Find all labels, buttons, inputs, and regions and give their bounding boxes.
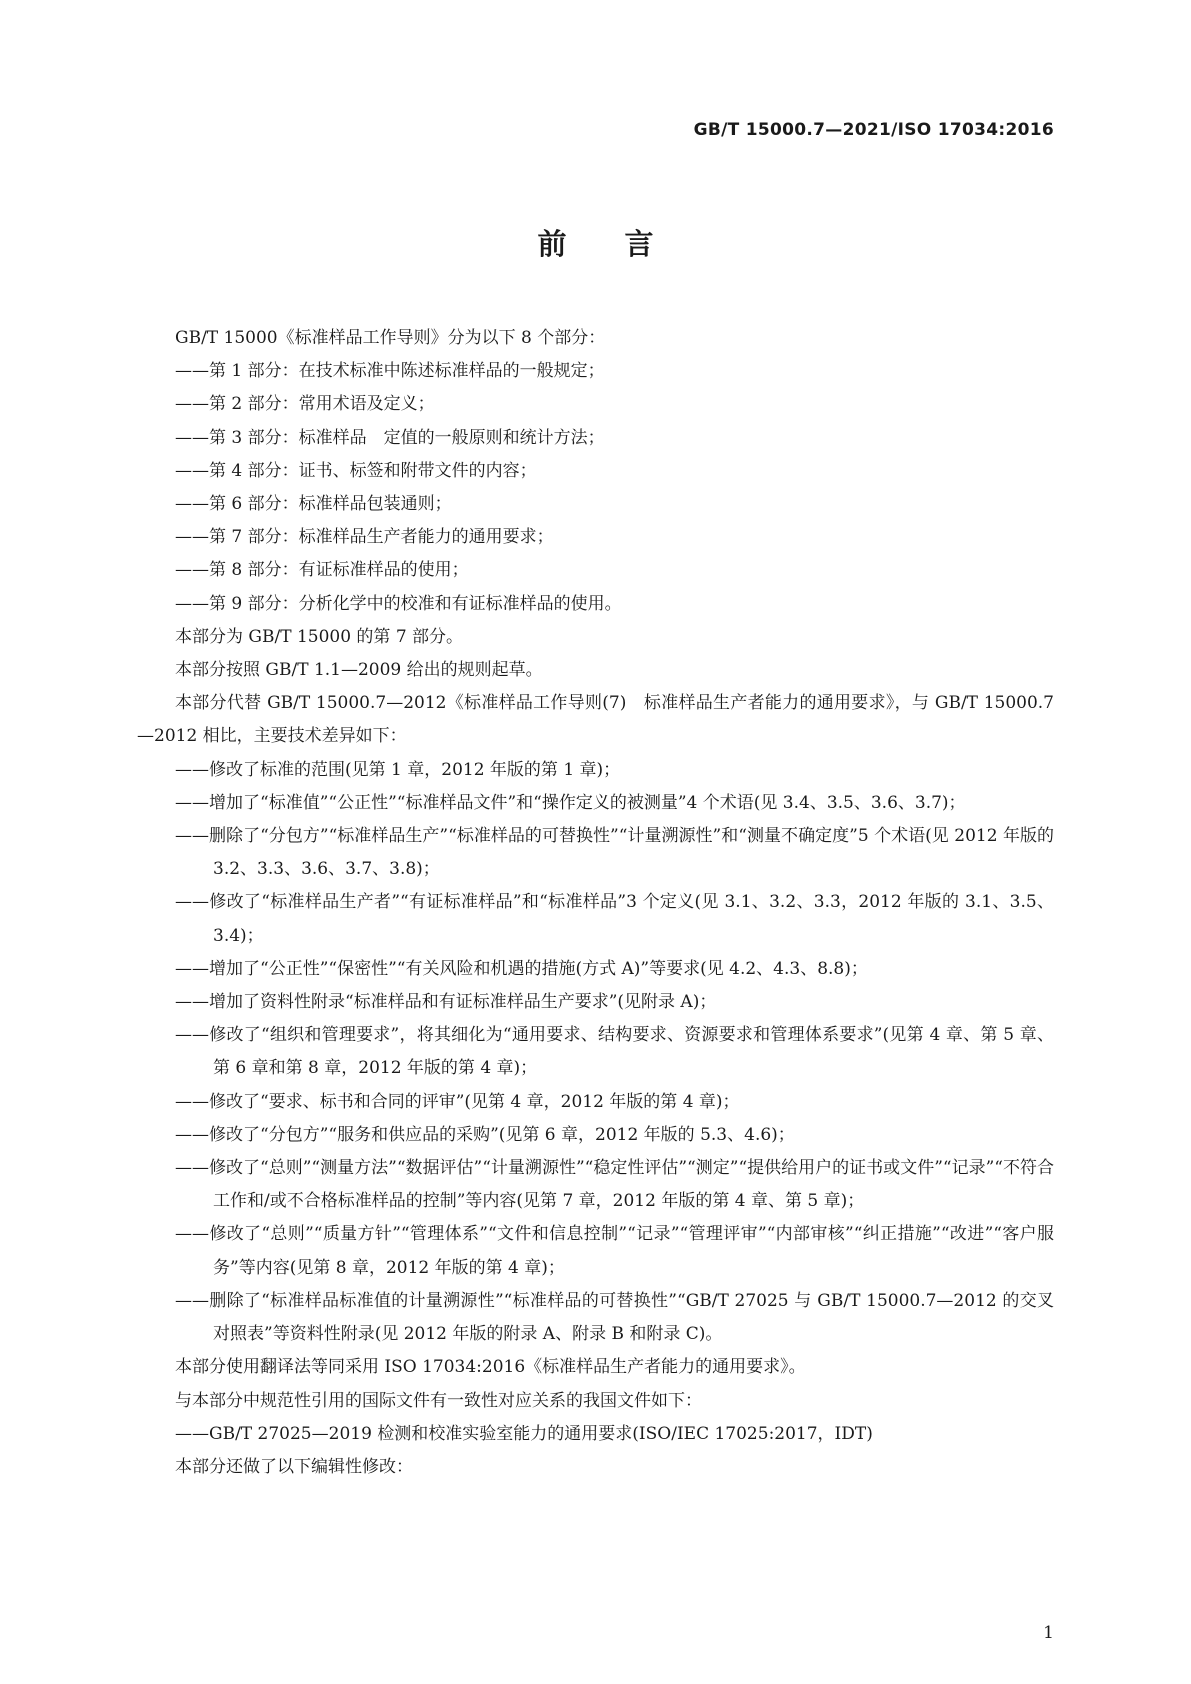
document-body	[137, 322, 1054, 1484]
page-number: 1	[1043, 1623, 1054, 1643]
paragraph: 与本部分中规范性引用的国际文件有一致性对应关系的我国文件如下：	[175, 1390, 702, 1411]
list-item: ——增加了资料性附录“标准样品和有证标准样品生产要求”(见附录 A)；	[175, 992, 717, 1013]
list-item: ——第 6 部分：标准样品包装通则；	[175, 494, 452, 515]
list-item: ——修改了“要求、标书和合同的评审”(见第 4 章，2012 年版的第 4 章)；	[175, 1091, 740, 1112]
list-item: ——第 8 部分：有证标准样品的使用；	[175, 560, 469, 581]
list-item: ——修改了“组织和管理要求”，将其细化为“通用要求、结构要求、资源要求和管理体系要求”(见第 4 章、第 5 章、第 6 章和第 8 章，2012 年版的第 4 章)；	[175, 1025, 1054, 1079]
paragraph: GB/T 15000《标准样品工作导则》分为以下 8 个部分：	[175, 328, 606, 348]
paragraph: 本部分为 GB/T 15000 的第 7 部分。	[175, 626, 464, 647]
standard-code-header: GB/T 15000.7—2021/ISO 17034:2016	[693, 120, 1054, 140]
list-item: ——修改了“总则”“质量方针”“管理体系”“文件和信息控制”“记录”“管理评审”“内部审核”“纠正措施”“改进”“客户服务”等内容(见第 8 章，2012 年版的第 4 章)；	[175, 1224, 1054, 1278]
paragraph: 本部分按照 GB/T 1.1—2009 给出的规则起草。	[175, 660, 543, 681]
list-item: ——第 1 部分：在技术标准中陈述标准样品的一般规定；	[175, 361, 605, 382]
list-item: ——修改了“标准样品生产者”“有证标准样品”和“标准样品”3 个定义(见 3.1、3.2、3.3，2012 年版的 3.1、3.5、3.4)；	[175, 892, 1054, 946]
paragraph: 本部分代替 GB/T 15000.7—2012《标准样品工作导则(7) 标准样品生产者能力的通用要求》，与 GB/T 15000.7—2012 相比，主要技术差异如下：	[137, 693, 1054, 747]
list-item: ——删除了“标准样品标准值的计量溯源性”“标准样品的可替换性”“GB/T 27025 与 GB/T 15000.7—2012 的交叉对照表”等资料性附录(见 2012 年版的附录 A、附录 B 和附录 C)。	[175, 1290, 1054, 1345]
list-item: ——修改了“分包方”“服务和供应品的采购”(见第 6 章，2012 年版的 5.3、4.6)；	[175, 1124, 795, 1145]
paragraph: 本部分还做了以下编辑性修改：	[175, 1456, 413, 1477]
list-item: ——第 3 部分：标准样品 定值的一般原则和统计方法；	[175, 427, 605, 448]
list-item: ——增加了“标准值”“公正性”“标准样品文件”和“操作定义的被测量”4 个术语(见 3.4、3.5、3.6、3.7)；	[175, 792, 966, 813]
list-item: ——第 2 部分：常用术语及定义；	[175, 394, 435, 415]
page-title: 前 言	[537, 227, 654, 261]
list-item: ——修改了“总则”“测量方法”“数据评估”“计量溯源性”“稳定性评估”“测定”“提供给用户的证书或文件”“记录”“不符合工作和/或不合格标准样品的控制”等内容(见第 7 章，2012 年版的第 4 章、第 5 章)；	[175, 1158, 1054, 1212]
list-item: ——第 9 部分：分析化学中的校准和有证标准样品的使用。	[175, 593, 622, 614]
list-item: ——修改了标准的范围(见第 1 章，2012 年版的第 1 章)；	[175, 759, 621, 780]
list-item: ——增加了“公正性”“保密性”“有关风险和机遇的措施(方式 A)”等要求(见 4.2、4.3、8.8)；	[175, 958, 868, 979]
list-item: ——第 4 部分：证书、标签和附带文件的内容；	[175, 460, 537, 481]
list-item: ——GB/T 27025—2019 检测和校准实验室能力的通用要求(ISO/IEC 17025:2017，IDT)	[175, 1423, 873, 1444]
list-item: ——第 7 部分：标准样品生产者能力的通用要求；	[175, 527, 554, 548]
paragraph: 本部分使用翻译法等同采用 ISO 17034:2016《标准样品生产者能力的通用要求》。	[175, 1357, 806, 1378]
list-item: ——删除了“分包方”“标准样品生产”“标准样品的可替换性”“计量溯源性”和“测量不确定度”5 个术语(见 2012 年版的 3.2、3.3、3.6、3.7、3.8)；	[175, 826, 1054, 880]
